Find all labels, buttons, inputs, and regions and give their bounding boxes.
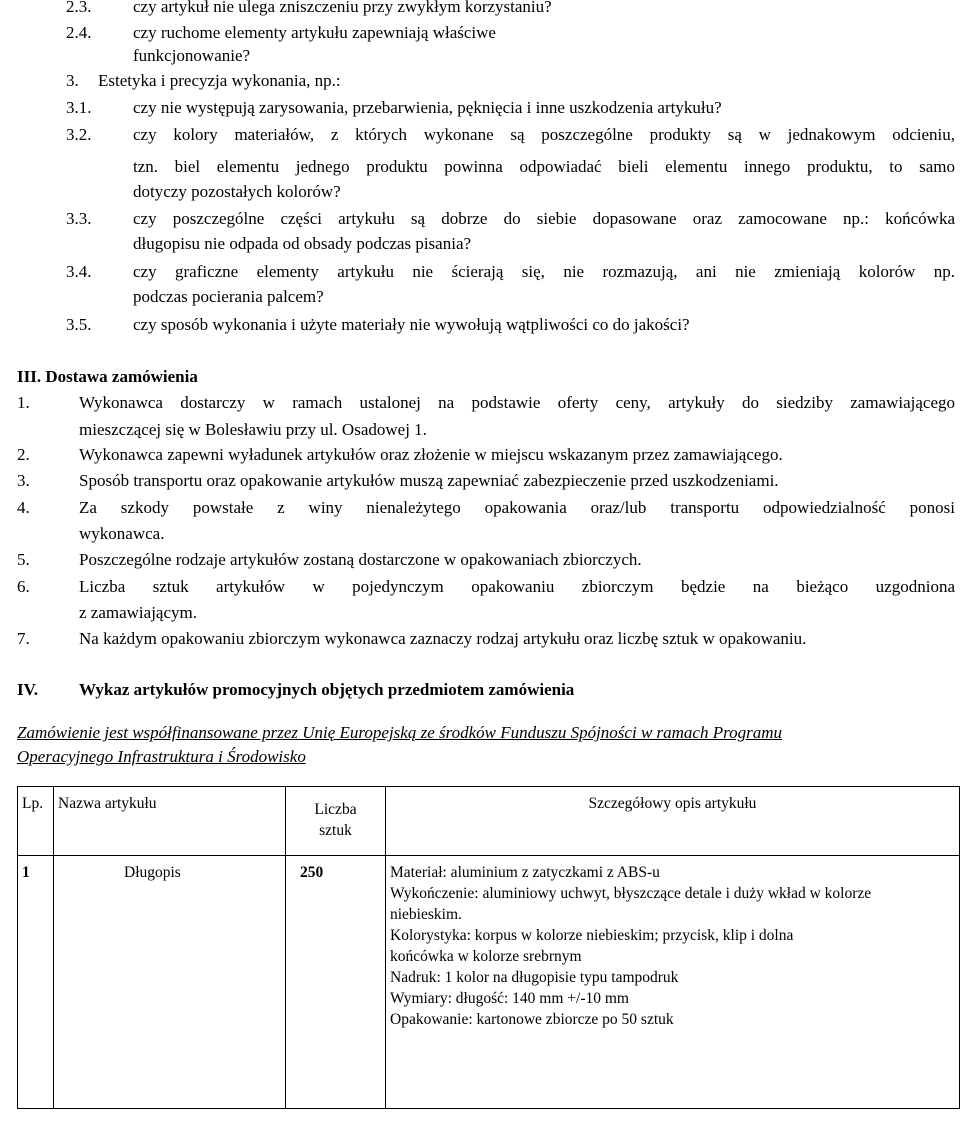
item-number: 3.1.: [66, 98, 92, 117]
desc-line: Nadruk: 1 kolor na długopisie typu tampodruk: [390, 969, 679, 986]
item-number: 2.4.: [66, 23, 92, 42]
item-number: 3.4.: [66, 262, 92, 281]
item-number: 1.: [17, 393, 30, 412]
header-name: [54, 787, 286, 856]
item-number: 2.: [17, 445, 30, 464]
header-desc: [386, 787, 960, 856]
item-number: 2.3.: [66, 0, 92, 16]
table-header-row: [18, 787, 960, 856]
desc-line: Opakowanie: kartonowe zbiorcze po 50 sztuk: [390, 1011, 674, 1028]
cofinancing-note: Operacyjnego Infrastruktura i Środowisko: [17, 747, 306, 766]
item-text: długopisu nie odpada od obsady podczas pisania?: [133, 234, 472, 253]
item-number: 3.3.: [66, 209, 92, 228]
section-number: IV.: [17, 680, 38, 699]
item-text: czy nie występują zarysowania, przebarwienia, pęknięcia i inne uszkodzenia artykułu?: [133, 98, 722, 117]
desc-line: Materiał: aluminium z zatyczkami z ABS-u: [390, 864, 660, 881]
desc-line: niebieskim.: [390, 906, 462, 923]
item-number: 7.: [17, 629, 30, 648]
item-number: 5.: [17, 550, 30, 569]
header-lp-label: Lp.: [22, 795, 44, 812]
item-text: Sposób transportu oraz opakowanie artykułów muszą zapewniać zabezpieczenie przed uszkodzeniami.: [79, 471, 779, 490]
item-text: czy ruchome elementy artykułu zapewniają właściwe: [133, 23, 496, 42]
section-title: Estetyka i precyzja wykonania, np.:: [98, 71, 341, 90]
cell-desc: [386, 856, 960, 1109]
item-text: czy sposób wykonania i użyte materiały nie wywołują wątpliwości co do jakości?: [133, 315, 690, 334]
cell-qty: 250: [286, 856, 386, 1109]
section-heading: III. Dostawa zamówienia: [17, 367, 198, 386]
header-name-label: Nazwa artykułu: [58, 795, 157, 812]
cell-lp: 1: [18, 856, 54, 1109]
item-text: wykonawca.: [79, 524, 165, 543]
item-text: Na każdym opakowaniu zbiorczym wykonawca zaznaczy rodzaj artykułu oraz liczbę sztuk w opakowaniu.: [79, 629, 807, 648]
header-qty: [286, 787, 386, 856]
section-title: Wykaz artykułów promocyjnych objętych przedmiotem zamówienia: [79, 680, 575, 699]
cofinancing-note: Zamówienie jest współfinansowane przez Unię Europejską ze środków Funduszu Spójności w ramach Programu: [17, 723, 782, 742]
desc-line: Wymiary: długość: 140 mm +/-10 mm: [390, 990, 629, 1007]
table-row: [18, 856, 960, 1109]
item-text: czy artykuł nie ulega zniszczeniu przy zwykłym korzystaniu?: [133, 0, 552, 16]
item-text: czy poszczególne części artykułu są dobrze do siebie dopasowane oraz zamocowane np.: końcówka: [133, 209, 955, 228]
item-text: funkcjonowanie?: [133, 46, 251, 65]
items-table: [17, 786, 960, 1109]
desc-line: Kolorystyka: korpus w kolorze niebieskim; przycisk, klip i dolna: [390, 927, 794, 944]
item-text: Wykonawca dostarczy w ramach ustalonej na podstawie oferty ceny, artykuły do siedziby zamawiającego: [79, 393, 955, 412]
cell-name: Długopis: [54, 856, 286, 1109]
item-number: 3.2.: [66, 125, 92, 144]
item-text: Za szkody powstałe z winy nienależytego opakowania oraz/lub transportu odpowiedzialność ponosi: [79, 498, 955, 517]
desc-line: końcówka w kolorze srebrnym: [390, 948, 582, 965]
header-qty-label: sztuk: [319, 822, 352, 839]
item-number: 3.: [17, 471, 30, 490]
desc-line: Wykończenie: aluminiowy uchwyt, błyszczące detale i duży wkład w kolorze: [390, 885, 872, 902]
item-text: z zamawiającym.: [79, 603, 197, 622]
item-text: czy graficzne elementy artykułu nie ścierają się, nie rozmazują, ani nie zmieniają kolorów np.: [133, 262, 955, 281]
item-text: czy kolory materiałów, z których wykonane są poszczególne produkty są w jednakowym odcieniu,: [133, 125, 955, 144]
header-qty-label: Liczba: [314, 801, 357, 818]
item-text: Liczba sztuk artykułów w pojedynczym opakowaniu zbiorczym będzie na bieżąco uzgodniona: [79, 577, 955, 596]
item-text: Wykonawca zapewni wyładunek artykułów oraz złożenie w miejscu wskazanym przez zamawiającego.: [79, 445, 783, 464]
header-desc-label: Szczegółowy opis artykułu: [588, 795, 757, 812]
item-number: 3.5.: [66, 315, 92, 334]
item-text: tzn. biel elementu jednego produktu powinna odpowiadać bieli elementu innego produktu, to samo: [133, 157, 955, 176]
header-lp: [18, 787, 54, 856]
item-text: dotyczy pozostałych kolorów?: [133, 182, 341, 201]
section-number: 3.: [66, 71, 79, 90]
item-text: mieszczącej się w Bolesławiu przy ul. Osadowej 1.: [79, 420, 427, 439]
item-number: 6.: [17, 577, 30, 596]
item-number: 4.: [17, 498, 30, 517]
item-text: podczas pocierania palcem?: [133, 287, 324, 306]
item-text: Poszczególne rodzaje artykułów zostaną dostarczone w opakowaniach zbiorczych.: [79, 550, 642, 569]
